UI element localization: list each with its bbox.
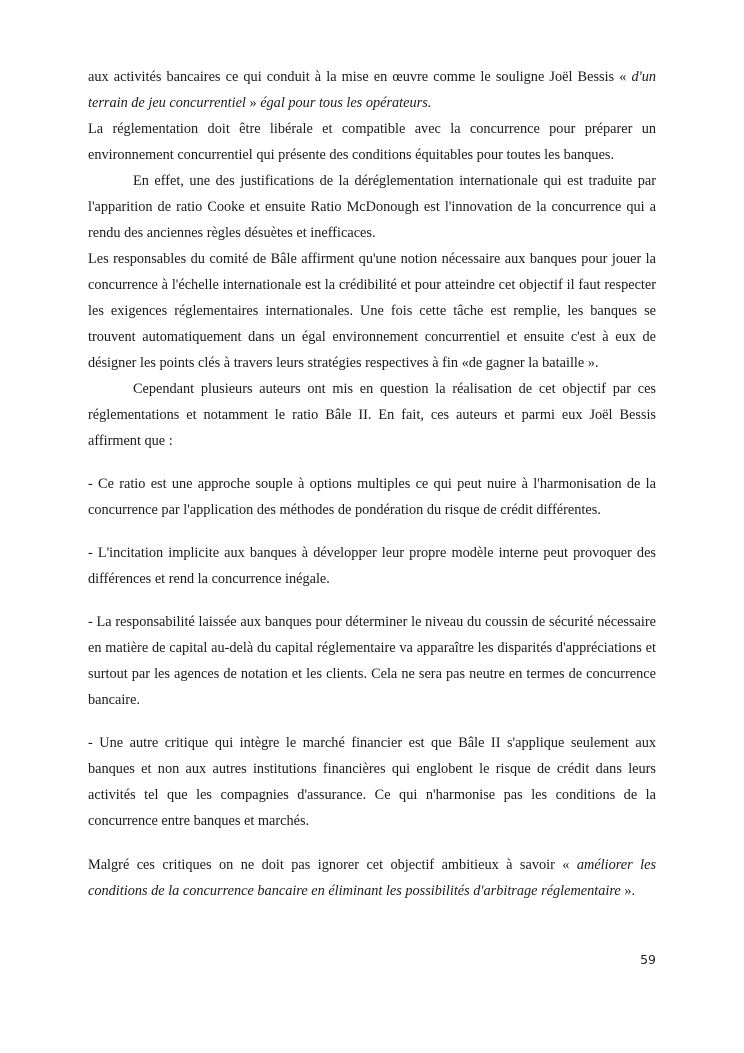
document-body (88, 64, 656, 904)
paragraph-en-effet: En effet, une des justifications de la déréglementation internationale qui est traduite par l'apparition de ratio Cooke et ensuite Ratio McDonough est l'innovation de la concurrence qui a rendu des anciennes règles désuètes et inefficaces. (88, 173, 656, 241)
intro-quote-italic: d'un terrain de jeu concurrentiel (88, 69, 656, 111)
conclusion-text: Malgré ces critiques on ne doit pas ignorer cet objectif ambitieux à savoir « (88, 857, 577, 873)
bullet-critique-3: - La responsabilité laissée aux banques pour déterminer le niveau du coussin de sécurité nécessaire en matière de capital au-delà du capital réglementaire va apparaître les disparités d'appréciations et surtout par les agences de notation et les clients. Cela ne sera pas neutre en termes de concurrence bancaire. (88, 614, 656, 708)
intro-quote-close: » (245, 95, 261, 111)
paragraph-comite-bale: Les responsables du comité de Bâle affirment qu'une notion nécessaire aux banques pour jouer la concurrence à l'échelle internationale est la crédibilité et pour atteindre cet objectif il faut respecter les exigences réglementaires internationales. Une fois cette tâche est remplie, les banques se trouvent automatiquement dans un égal environnement concurrentiel et ensuite c'est à eux de désigner les points clés à travers leurs stratégies respectives à fin «de gagner la bataille ». (88, 251, 656, 371)
intro-text: aux activités bancaires ce qui conduit à la mise en œuvre comme le souligne Joël Bessis « (88, 69, 632, 85)
conclusion-quote-close: ». (620, 883, 636, 899)
paragraph-conclusion (88, 852, 656, 904)
paragraph-reglementation: La réglementation doit être libérale et compatible avec la concurrence pour préparer un environnement concurrentiel qui présente des conditions équitables pour toutes les banques. (88, 121, 656, 163)
conclusion-quote-italic: améliorer les conditions de la concurrence bancaire en éliminant les possibilités d'arbitrage réglementaire (88, 857, 657, 899)
page-number: 59 (640, 952, 656, 967)
intro-italic-end: égal pour tous les opérateurs. (260, 95, 432, 111)
paragraph-cependant: Cependant plusieurs auteurs ont mis en question la réalisation de cet objectif par ces réglementations et notamment le ratio Bâle II. En fait, ces auteurs et parmi eux Joël Bessis affirment que : (88, 381, 656, 449)
bullet-critique-4: - Une autre critique qui intègre le marché financier est que Bâle II s'applique seulement aux banques et non aux autres institutions financières qui englobent le risque de crédit dans leurs activités tel que les compagnies d'assurance. Ce qui n'harmonise pas les conditions de la concurrence entre banques et marchés. (88, 735, 656, 829)
bullet-critique-1: - Ce ratio est une approche souple à options multiples ce qui peut nuire à l'harmonisation de la concurrence par l'application des méthodes de pondération du risque de crédit différentes. (88, 476, 656, 518)
paragraph-intro (88, 64, 656, 116)
bullet-critique-2: - L'incitation implicite aux banques à développer leur propre modèle interne peut provoquer des différences et rend la concurrence inégale. (88, 545, 656, 587)
